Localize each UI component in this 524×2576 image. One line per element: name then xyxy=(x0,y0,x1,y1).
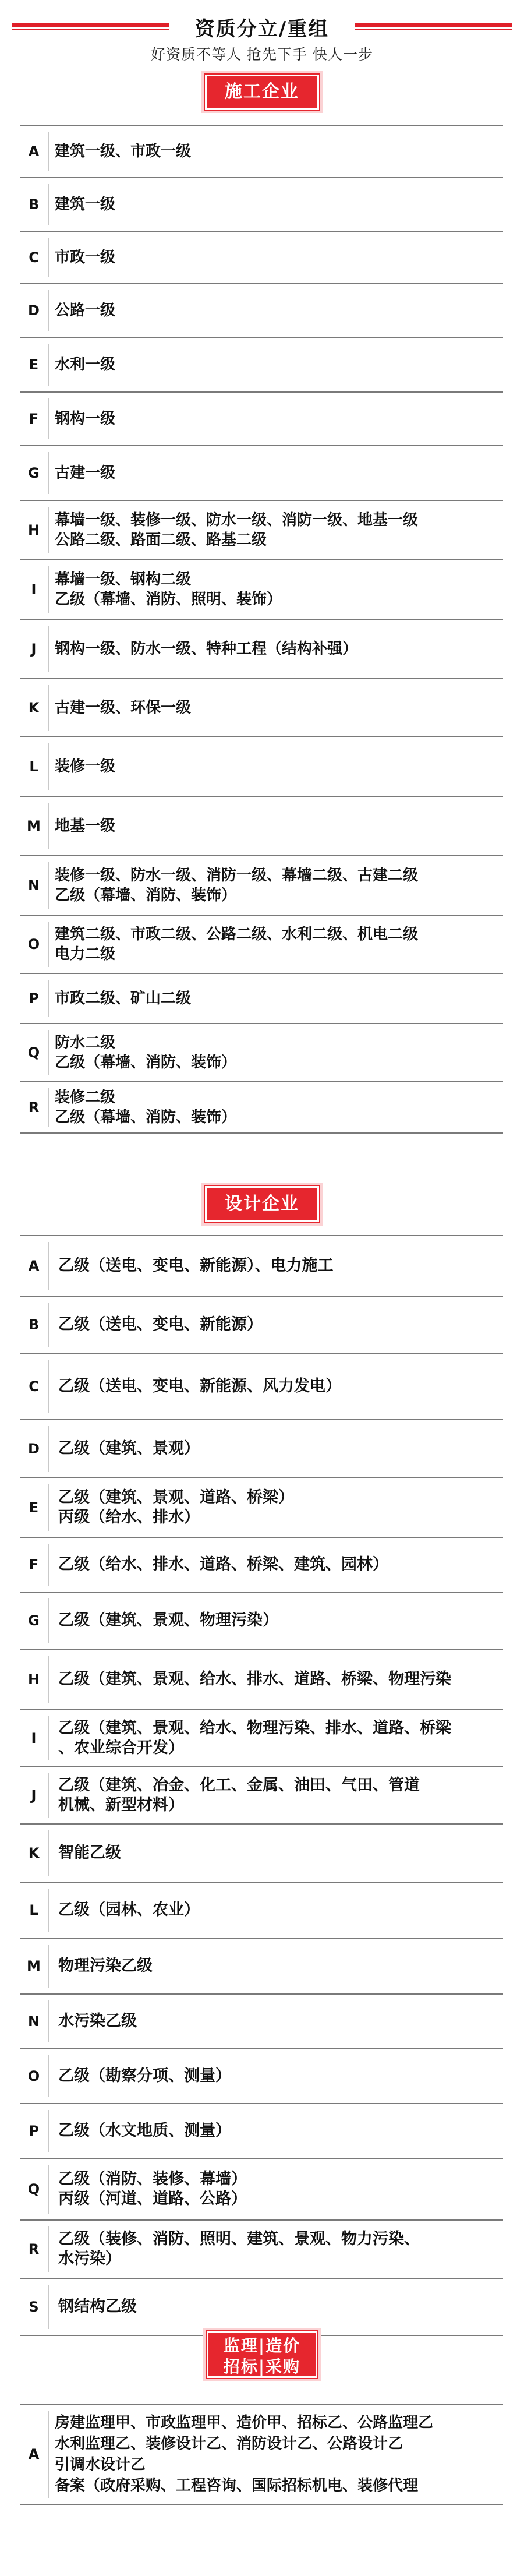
item-text: 水利一级 xyxy=(55,356,116,373)
item-letter: G xyxy=(28,1612,40,1629)
item-letter: D xyxy=(28,302,40,319)
item-letter: H xyxy=(27,1671,40,1688)
list-item xyxy=(20,1082,503,1134)
item-letter: G xyxy=(28,465,40,481)
item-letter: A xyxy=(28,143,40,160)
item-text: 乙级（消防、装修、幕墙） 丙级（河道、道路、公路） xyxy=(58,2170,247,2208)
list-item xyxy=(20,1354,503,1420)
item-letter: I xyxy=(31,581,37,598)
list-item xyxy=(20,393,503,446)
list-item xyxy=(20,1710,503,1767)
list-item xyxy=(20,1883,503,1939)
list-item xyxy=(20,560,503,620)
item-text: 乙级（送电、变电、新能源）、电力施工 xyxy=(58,1257,334,1275)
list-item xyxy=(20,232,503,284)
section-title-line1: 监理|造价 xyxy=(223,2336,301,2355)
page-title: 资质分立/重组 xyxy=(194,17,330,41)
section-title-construction: 施工企业 xyxy=(205,75,319,110)
list-item xyxy=(20,797,503,856)
design-list xyxy=(20,1235,503,2336)
list-item xyxy=(20,1939,503,1995)
list-item xyxy=(20,974,503,1024)
item-text: 建筑一级、市政一级 xyxy=(55,143,192,160)
item-text: 装修一级 xyxy=(55,758,116,775)
list-item xyxy=(20,284,503,338)
list-item xyxy=(20,2049,503,2104)
list-item xyxy=(20,1650,503,1710)
list-item xyxy=(20,620,503,679)
item-text: 建筑二级、市政二级、公路二级、水利二级、机电二级 电力二级 xyxy=(55,926,419,963)
list-item xyxy=(20,338,503,393)
list-item xyxy=(20,2404,503,2505)
item-letter: A xyxy=(28,2446,40,2462)
item-letter: L xyxy=(29,1902,38,1918)
item-text: 乙级（送电、变电、新能源、风力发电） xyxy=(58,1377,341,1395)
item-letter: M xyxy=(27,1958,41,1974)
item-text: 防水二级 乙级（幕墙、消防、装饰） xyxy=(55,1034,237,1071)
item-text: 市政一级 xyxy=(55,249,116,266)
section-title-design: 设计企业 xyxy=(205,1186,319,1222)
item-text: 幕墙一级、装修一级、防水一级、消防一级、地基一级 公路二级、路面二级、路基二级 xyxy=(55,511,419,549)
item-letter: B xyxy=(28,196,40,213)
list-item xyxy=(20,1538,503,1593)
list-item xyxy=(20,737,503,797)
item-letter: O xyxy=(27,2068,40,2084)
item-text: 乙级（建筑、景观、物理污染） xyxy=(58,1611,278,1629)
item-letter: C xyxy=(29,1378,39,1395)
item-letter: E xyxy=(29,357,39,373)
item-text: 装修一级、防水一级、消防一级、幕墙二级、古建二级 乙级（幕墙、消防、装饰） xyxy=(55,867,419,904)
list-item xyxy=(20,1297,503,1354)
list-item xyxy=(20,1478,503,1538)
item-letter: C xyxy=(29,249,39,266)
item-letter: A xyxy=(28,1258,40,1274)
item-text: 乙级（建筑、景观、给水、排水、道路、桥梁、物理污染 xyxy=(58,1670,451,1688)
item-letter: J xyxy=(31,641,37,657)
item-text: 钢构一级、防水一级、特种工程（结构补强） xyxy=(55,640,358,658)
item-letter: Q xyxy=(27,2181,40,2197)
list-item xyxy=(20,1235,503,1297)
list-item xyxy=(20,2279,503,2336)
header-rule-left xyxy=(12,23,169,27)
item-text: 乙级（送电、变电、新能源） xyxy=(58,1315,263,1333)
item-text: 钢构一级 xyxy=(55,410,116,428)
item-text: 市政二级、矿山二级 xyxy=(55,990,192,1007)
item-text: 乙级（勘察分项、测量） xyxy=(58,2067,231,2085)
list-item xyxy=(20,125,503,178)
item-letter: H xyxy=(27,522,40,538)
slogan: 好资质不等人 抢先下手 快人一步 xyxy=(151,46,373,63)
item-text: 古建一级、环保一级 xyxy=(55,699,192,717)
item-letter: N xyxy=(27,877,40,894)
item-letter: K xyxy=(28,700,40,716)
item-text: 公路一级 xyxy=(55,302,116,319)
item-text: 乙级（建筑、景观、道路、桥梁） 丙级（给水、排水） xyxy=(58,1488,294,1526)
list-item xyxy=(20,1420,503,1478)
item-text: 钢结构乙级 xyxy=(58,2298,137,2316)
item-text: 幕墙一级、钢构二级 乙级（幕墙、消防、照明、装饰） xyxy=(55,571,282,608)
item-text: 房建监理甲、市政监理甲、造价甲、招标乙、公路监理乙 水利监理乙、装修设计乙、消防设计乙、公路设计乙 引调水设计乙 备案（政府采购、工程咨询、国际招标机电、装修代理 xyxy=(55,2414,434,2494)
item-letter: N xyxy=(27,2013,40,2030)
item-text: 水污染乙级 xyxy=(58,2012,137,2030)
item-letter: Q xyxy=(27,1044,40,1061)
list-item xyxy=(20,916,503,974)
list-item xyxy=(20,1995,503,2049)
supervision-list xyxy=(20,2404,503,2505)
header-rule-right xyxy=(355,23,512,27)
item-text: 乙级（园林、农业） xyxy=(58,1901,200,1919)
item-letter: I xyxy=(31,1730,37,1746)
item-letter: P xyxy=(29,2123,39,2139)
item-letter: R xyxy=(28,1099,40,1116)
item-letter: F xyxy=(29,1557,39,1573)
item-text: 乙级（给水、排水、道路、桥梁、建筑、园林） xyxy=(58,1555,388,1573)
list-item xyxy=(20,2221,503,2279)
construction-list xyxy=(20,125,503,1134)
list-item xyxy=(20,2104,503,2159)
item-letter: E xyxy=(29,1499,39,1516)
item-text: 乙级（建筑、冶金、化工、金属、油田、气田、管道 机械、新型材料） xyxy=(58,1776,420,1814)
section-title-line2: 招标|采购 xyxy=(223,2357,301,2376)
list-item xyxy=(20,1593,503,1650)
list-item xyxy=(20,501,503,560)
list-item xyxy=(20,446,503,501)
page-header xyxy=(0,0,524,64)
item-text: 乙级（水文地质、测量） xyxy=(58,2122,231,2140)
item-letter: F xyxy=(29,411,39,427)
section-title-supervision xyxy=(207,2331,317,2378)
item-text: 乙级（装修、消防、照明、建筑、景观、物力污染、 水污染） xyxy=(58,2230,420,2268)
item-text: 装修二级 乙级（幕墙、消防、装饰） xyxy=(55,1089,237,1126)
list-item xyxy=(20,2159,503,2221)
item-letter: M xyxy=(27,818,41,834)
item-letter: R xyxy=(28,2241,40,2257)
list-item xyxy=(20,1024,503,1082)
item-text: 智能乙级 xyxy=(58,1844,121,1862)
item-text: 乙级（建筑、景观） xyxy=(58,1439,200,1458)
item-text: 物理污染乙级 xyxy=(58,1957,153,1975)
item-text: 地基一级 xyxy=(55,817,116,835)
item-letter: B xyxy=(28,1317,40,1333)
item-text: 乙级（建筑、景观、给水、物理污染、排水、道路、桥梁 、农业综合开发） xyxy=(58,1719,451,1757)
item-letter: P xyxy=(29,990,39,1007)
list-item xyxy=(20,178,503,232)
list-item xyxy=(20,679,503,737)
list-item xyxy=(20,1767,503,1825)
item-text: 建筑一级 xyxy=(55,196,116,213)
list-item xyxy=(20,856,503,916)
item-letter: K xyxy=(28,1845,40,1861)
list-item xyxy=(20,1825,503,1883)
item-letter: D xyxy=(28,1441,40,1457)
item-text: 古建一级 xyxy=(55,464,116,482)
item-letter: O xyxy=(27,936,40,952)
item-letter: S xyxy=(29,2299,39,2315)
item-letter: L xyxy=(29,758,38,775)
item-letter: J xyxy=(31,1787,37,1804)
